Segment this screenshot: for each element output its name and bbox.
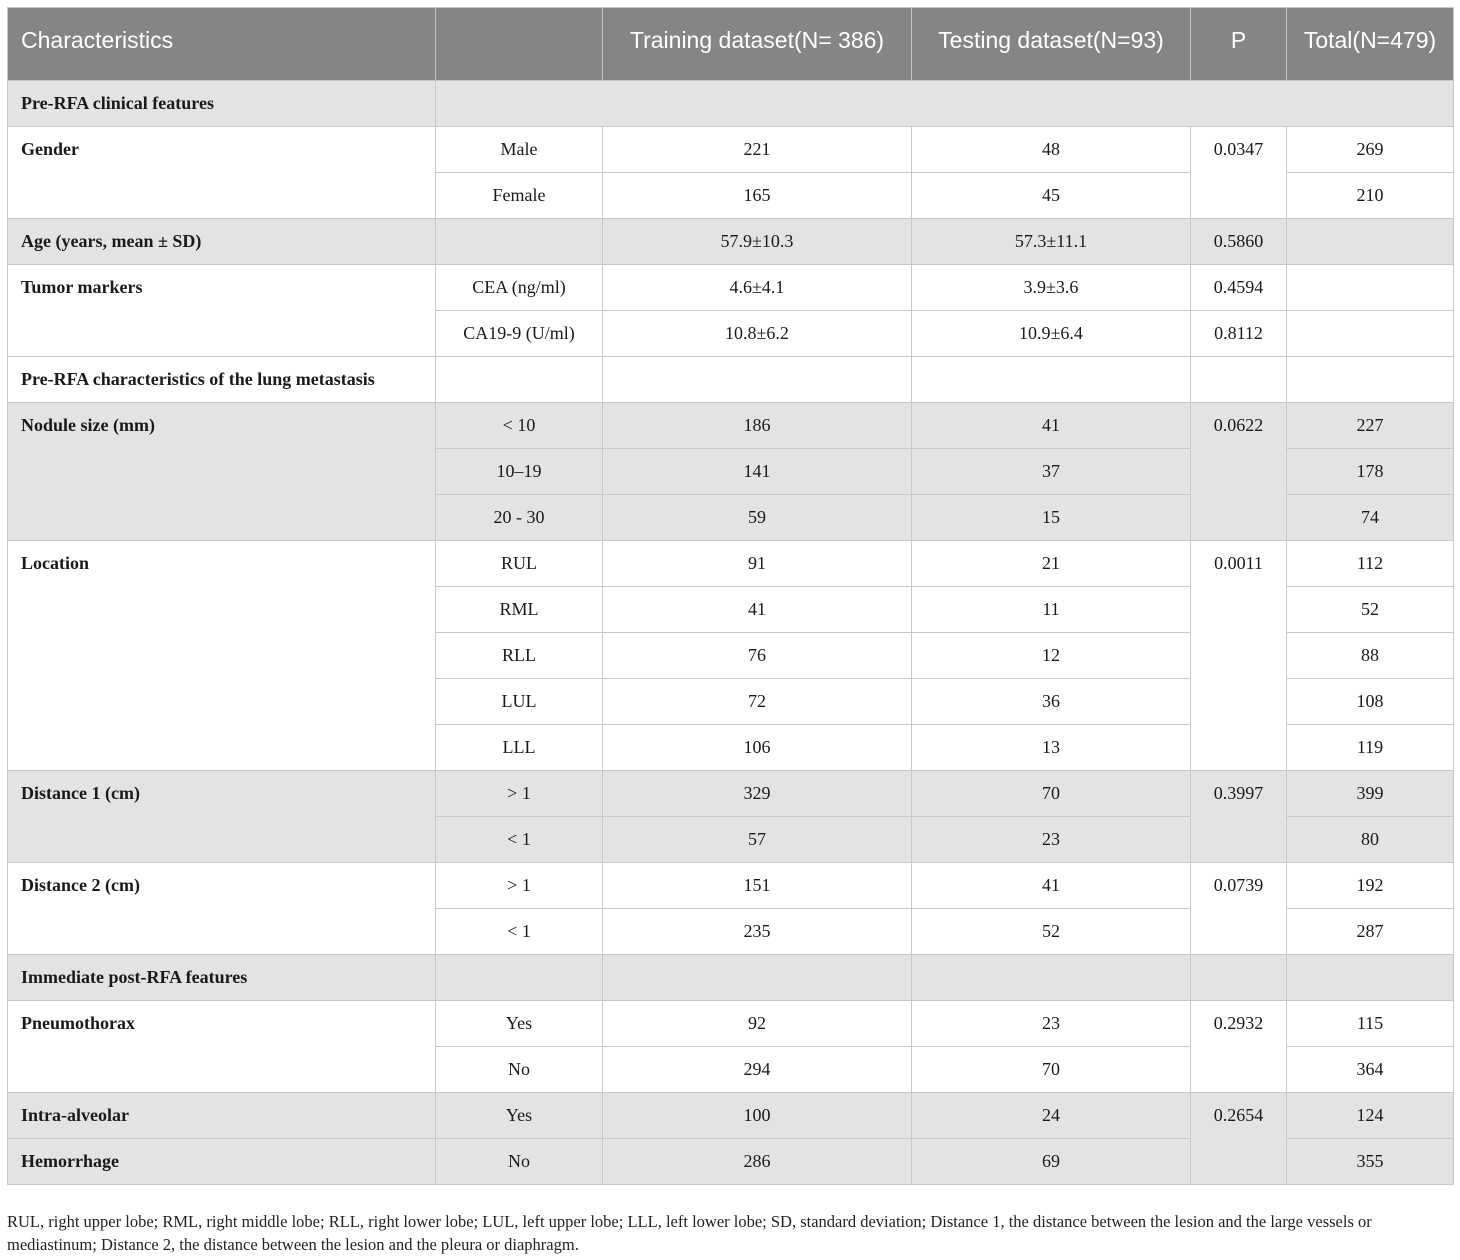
- p-value-cell: 0.5860: [1191, 219, 1287, 265]
- testing-cell: 45: [912, 173, 1191, 219]
- training-cell: 294: [603, 1047, 912, 1093]
- header-testing: Testing dataset(N=93): [912, 8, 1191, 81]
- category-cell: > 1: [436, 771, 603, 817]
- header-p: P: [1191, 8, 1287, 81]
- category-cell: > 1: [436, 863, 603, 909]
- empty-cell: [436, 357, 603, 403]
- p-value-cell: 0.0622: [1191, 403, 1287, 541]
- empty-cell: [1287, 955, 1454, 1001]
- row-label: Intra-alveolar: [8, 1093, 436, 1139]
- empty-cell: [1287, 357, 1454, 403]
- training-cell: 91: [603, 541, 912, 587]
- category-cell: 10–19: [436, 449, 603, 495]
- table-row: [8, 541, 1454, 587]
- total-cell: 178: [1287, 449, 1454, 495]
- characteristics-table: [7, 7, 1454, 1185]
- testing-cell: 36: [912, 679, 1191, 725]
- total-cell: 80: [1287, 817, 1454, 863]
- total-cell: 88: [1287, 633, 1454, 679]
- section-row: [8, 81, 1454, 127]
- p-value-cell: 0.3997: [1191, 771, 1287, 863]
- training-cell: 100: [603, 1093, 912, 1139]
- header-total: Total(N=479): [1287, 8, 1454, 81]
- testing-cell: 3.9±3.6: [912, 265, 1191, 311]
- total-cell: 210: [1287, 173, 1454, 219]
- testing-cell: 41: [912, 863, 1191, 909]
- row-label: Tumor markers: [8, 265, 436, 357]
- testing-cell: 23: [912, 817, 1191, 863]
- section-row: [8, 357, 1454, 403]
- table-row: [8, 1093, 1454, 1139]
- category-cell: RML: [436, 587, 603, 633]
- category-cell: Male: [436, 127, 603, 173]
- testing-cell: 10.9±6.4: [912, 311, 1191, 357]
- p-value-cell: 0.4594: [1191, 265, 1287, 311]
- training-cell: 165: [603, 173, 912, 219]
- total-cell: [1287, 311, 1454, 357]
- header-characteristics: Characteristics: [8, 8, 436, 81]
- training-cell: 41: [603, 587, 912, 633]
- row-label: Hemorrhage: [8, 1139, 436, 1185]
- training-cell: 57: [603, 817, 912, 863]
- category-cell: CEA (ng/ml): [436, 265, 603, 311]
- total-cell: 124: [1287, 1093, 1454, 1139]
- p-value-cell: 0.2654: [1191, 1093, 1287, 1185]
- total-cell: 112: [1287, 541, 1454, 587]
- training-cell: 76: [603, 633, 912, 679]
- testing-cell: 11: [912, 587, 1191, 633]
- training-cell: 329: [603, 771, 912, 817]
- category-cell: Yes: [436, 1001, 603, 1047]
- header-category: [436, 8, 603, 81]
- testing-cell: 52: [912, 909, 1191, 955]
- p-value-cell: 0.0739: [1191, 863, 1287, 955]
- section-label: Pre-RFA clinical features: [8, 81, 436, 127]
- characteristics-table-container: [7, 7, 1454, 1185]
- training-cell: 286: [603, 1139, 912, 1185]
- testing-cell: 57.3±11.1: [912, 219, 1191, 265]
- testing-cell: 70: [912, 771, 1191, 817]
- total-cell: 269: [1287, 127, 1454, 173]
- category-cell: < 10: [436, 403, 603, 449]
- table-row: [8, 127, 1454, 173]
- total-cell: 287: [1287, 909, 1454, 955]
- p-value-cell: 0.2932: [1191, 1001, 1287, 1093]
- testing-cell: 23: [912, 1001, 1191, 1047]
- total-cell: 364: [1287, 1047, 1454, 1093]
- empty-cell: [1191, 955, 1287, 1001]
- total-cell: 52: [1287, 587, 1454, 633]
- table-row: [8, 265, 1454, 311]
- section-filler: [436, 81, 1454, 127]
- category-cell: RUL: [436, 541, 603, 587]
- row-label: Location: [8, 541, 436, 771]
- empty-cell: [603, 357, 912, 403]
- total-cell: 227: [1287, 403, 1454, 449]
- training-cell: 141: [603, 449, 912, 495]
- row-label: Age (years, mean ± SD): [8, 219, 436, 265]
- table-footnote: RUL, right upper lobe; RML, right middle lobe; RLL, right lower lobe; LUL, left upper lobe; LLL, left lower lobe; SD, standard deviation; Distance 1, the distance between the lesion and the large vessels or mediastinum; Distance 2, the distance between the lesion and the pleura or diaphragm.: [7, 1212, 1372, 1254]
- total-cell: 119: [1287, 725, 1454, 771]
- p-value-cell: 0.8112: [1191, 311, 1287, 357]
- empty-cell: [603, 955, 912, 1001]
- training-cell: 10.8±6.2: [603, 311, 912, 357]
- empty-cell: [912, 357, 1191, 403]
- row-label: Distance 2 (cm): [8, 863, 436, 955]
- total-cell: 355: [1287, 1139, 1454, 1185]
- table-row: [8, 219, 1454, 265]
- testing-cell: 41: [912, 403, 1191, 449]
- category-cell: 20 - 30: [436, 495, 603, 541]
- total-cell: 108: [1287, 679, 1454, 725]
- testing-cell: 13: [912, 725, 1191, 771]
- total-cell: 115: [1287, 1001, 1454, 1047]
- training-cell: 221: [603, 127, 912, 173]
- total-cell: 192: [1287, 863, 1454, 909]
- total-cell: 399: [1287, 771, 1454, 817]
- testing-cell: 24: [912, 1093, 1191, 1139]
- table-row: [8, 403, 1454, 449]
- category-cell: [436, 219, 603, 265]
- training-cell: 72: [603, 679, 912, 725]
- empty-cell: [1191, 357, 1287, 403]
- section-label: Pre-RFA characteristics of the lung metastasis: [8, 357, 436, 403]
- testing-cell: 15: [912, 495, 1191, 541]
- row-label: Gender: [8, 127, 436, 219]
- empty-cell: [912, 955, 1191, 1001]
- testing-cell: 69: [912, 1139, 1191, 1185]
- testing-cell: 21: [912, 541, 1191, 587]
- row-label: Pneumothorax: [8, 1001, 436, 1093]
- testing-cell: 12: [912, 633, 1191, 679]
- section-label: Immediate post-RFA features: [8, 955, 436, 1001]
- table-row: [8, 863, 1454, 909]
- total-cell: [1287, 265, 1454, 311]
- training-cell: 57.9±10.3: [603, 219, 912, 265]
- p-value-cell: 0.0011: [1191, 541, 1287, 771]
- total-cell: [1287, 219, 1454, 265]
- training-cell: 92: [603, 1001, 912, 1047]
- section-row: [8, 955, 1454, 1001]
- category-cell: No: [436, 1047, 603, 1093]
- training-cell: 235: [603, 909, 912, 955]
- category-cell: Female: [436, 173, 603, 219]
- category-cell: RLL: [436, 633, 603, 679]
- header-training: Training dataset(N= 386): [603, 8, 912, 81]
- category-cell: Yes: [436, 1093, 603, 1139]
- training-cell: 59: [603, 495, 912, 541]
- category-cell: < 1: [436, 909, 603, 955]
- empty-cell: [436, 955, 603, 1001]
- category-cell: CA19-9 (U/ml): [436, 311, 603, 357]
- category-cell: No: [436, 1139, 603, 1185]
- training-cell: 4.6±4.1: [603, 265, 912, 311]
- table-row: [8, 1001, 1454, 1047]
- p-value-cell: 0.0347: [1191, 127, 1287, 219]
- category-cell: < 1: [436, 817, 603, 863]
- testing-cell: 70: [912, 1047, 1191, 1093]
- row-label: Nodule size (mm): [8, 403, 436, 541]
- testing-cell: 37: [912, 449, 1191, 495]
- table-row: [8, 771, 1454, 817]
- training-cell: 151: [603, 863, 912, 909]
- testing-cell: 48: [912, 127, 1191, 173]
- category-cell: LUL: [436, 679, 603, 725]
- training-cell: 186: [603, 403, 912, 449]
- row-label: Distance 1 (cm): [8, 771, 436, 863]
- total-cell: 74: [1287, 495, 1454, 541]
- category-cell: LLL: [436, 725, 603, 771]
- table-header-row: [8, 8, 1454, 81]
- training-cell: 106: [603, 725, 912, 771]
